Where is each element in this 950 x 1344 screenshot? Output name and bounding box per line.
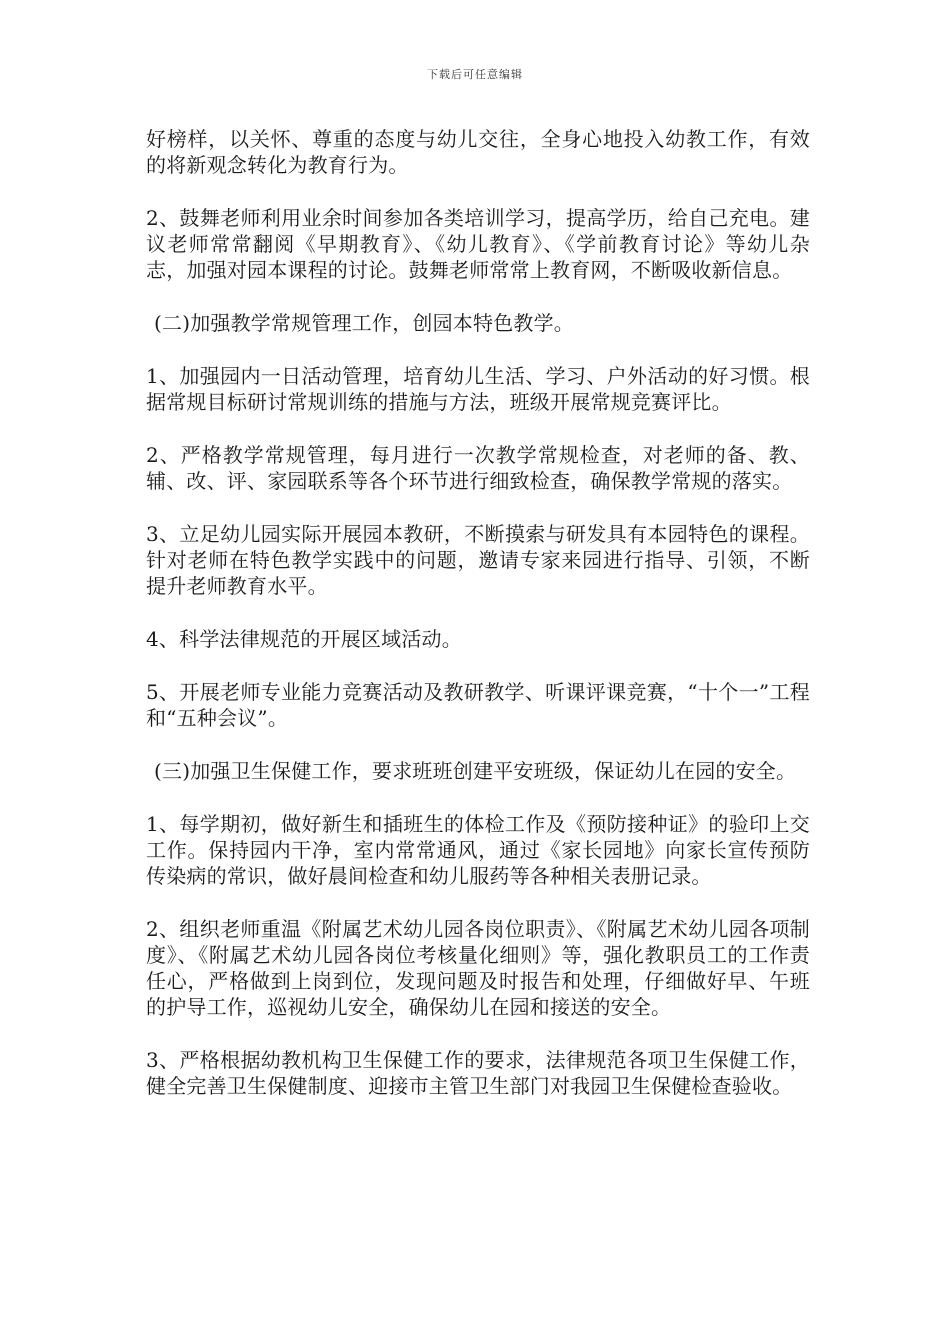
paragraph: 3、立足幼儿园实际开展园本教研，不断摸索与研发具有本园特色的课程。针对老师在特色教学实践中的问题，邀请专家来园进行指导、引领，不断提升老师教育水平。	[146, 522, 810, 598]
paragraph: 1、加强园内一日活动管理，培育幼儿生活、学习、户外活动的好习惯。根据常规目标研讨常规训练的措施与方法，班级开展常规竞赛评比。	[146, 364, 810, 414]
document-body	[146, 126, 810, 1126]
paragraph: 2、组织老师重温《附属艺术幼儿园各岗位职责》、《附属艺术幼儿园各项制度》、《附属艺术幼儿园各岗位考核量化细则》等，强化教职员工的工作责任心，严格做到上岗到位，发现问题及时报告和处理，仔细做好早、午班的护导工作，巡视幼儿安全，确保幼儿在园和接送的安全。	[146, 917, 810, 1019]
header-note: 下载后可任意编辑	[427, 68, 523, 81]
paragraph: 3、严格根据幼教机构卫生保健工作的要求，法律规范各项卫生保健工作，健全完善卫生保健制度、迎接市主管卫生部门对我园卫生保健检查验收。	[146, 1048, 810, 1098]
paragraph: 2、严格教学常规管理，每月进行一次教学常规检查，对老师的备、教、辅、改、评、家园联系等各个环节进行细致检查，确保教学常规的落实。	[146, 443, 810, 493]
paragraph: 1、每学期初，做好新生和插班生的体检工作及《预防接种证》的验印上交工作。保持园内干净，室内常常通风，通过《家长园地》向家长宣传预防传染病的常识，做好晨间检查和幼儿服药等各种相关表册记录。	[146, 812, 810, 888]
paragraph: 2、鼓舞老师利用业余时间参加各类培训学习，提高学历，给自己充电。建议老师常常翻阅《早期教育》、《幼儿教育》、《学前教育讨论》等幼儿杂志，加强对园本课程的讨论。鼓舞老师常常上教育网，不断吸收新信息。	[146, 206, 810, 282]
paragraph: 5、开展老师专业能力竞赛活动及教研教学、听课评课竞赛，“十个一”工程和“五种会议”。	[146, 680, 810, 730]
paragraph: 4、科学法律规范的开展区域活动。	[146, 627, 462, 651]
section-heading: (二)加强教学常规管理工作，创园本特色教学。	[154, 311, 575, 335]
section-heading: (三)加强卫生保健工作，要求班班创建平安班级，保证幼儿在园的安全。	[154, 759, 797, 783]
paragraph: 好榜样，以关怀、尊重的态度与幼儿交往，全身心地投入幼教工作，有效的将新观念转化为教育行为。	[146, 127, 810, 177]
